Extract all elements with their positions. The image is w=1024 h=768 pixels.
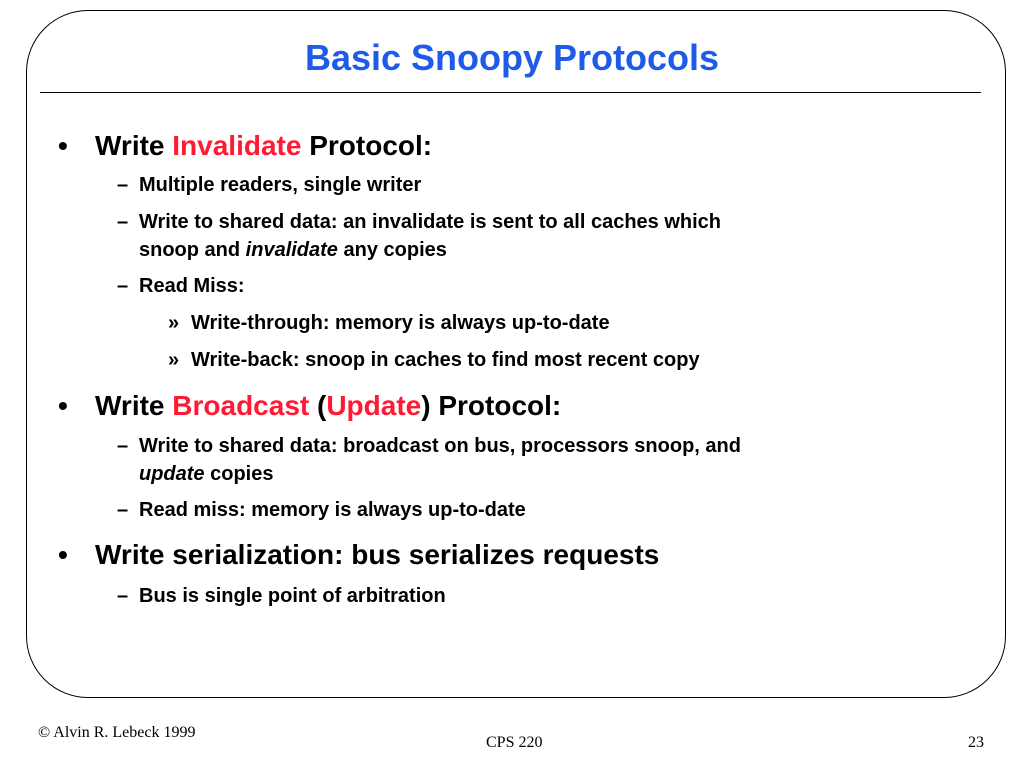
sub-bullet-read-miss-memory: Read miss: memory is always up-to-date [139,499,526,521]
dash-marker: – [117,435,129,457]
text-fragment: Write [95,130,173,161]
text-fragment: any copies [337,239,447,261]
bullet-write-serialization: Write serialization: bus serializes requests [95,539,660,570]
sub-sub-bullet-write-back: Write-back: snoop in caches to find most recent copy [191,349,700,371]
emphasis-invalidate: Invalidate [172,130,302,161]
sub-sub-bullet-write-through: Write-through: memory is always up-to-date [191,312,610,334]
sub-bullet-write-shared-line2 [139,236,447,264]
footer-course: CPS 220 [486,734,543,751]
text-fragment: Write [95,390,173,421]
dash-marker: – [117,211,129,233]
text-fragment: snoop and [139,239,246,261]
dash-marker: – [117,585,129,607]
chevron-marker: » [168,312,180,334]
slide-title: Basic Snoopy Protocols [304,37,720,78]
dash-marker: – [117,174,129,196]
sub-bullet-broadcast-line2 [139,460,273,488]
sub-bullet-arbitration: Bus is single point of arbitration [139,585,446,607]
sub-bullet-read-miss: Read Miss: [139,275,245,297]
bullet-marker: • [58,390,68,421]
sub-bullet-broadcast-line1: Write to shared data: broadcast on bus, processors snoop, and [139,435,741,457]
emphasis-invalidate-italic: invalidate [245,239,338,261]
dash-marker: – [117,275,129,297]
emphasis-update: Update [326,390,422,421]
emphasis-update-italic: update [139,463,205,485]
sub-bullet-multiple-readers: Multiple readers, single writer [139,174,422,196]
title-divider [40,92,981,93]
footer-copyright: © Alvin R. Lebeck 1999 [38,724,196,741]
emphasis-broadcast: Broadcast [172,390,310,421]
bullet-marker: • [58,539,68,570]
footer-page-number: 23 [968,734,984,751]
text-fragment: ( [309,390,327,421]
dash-marker: – [117,499,129,521]
chevron-marker: » [168,349,180,371]
bullet-write-invalidate [95,129,432,163]
text-fragment: Protocol: [301,130,433,161]
text-fragment: ) Protocol: [421,390,562,421]
text-fragment: copies [204,463,274,485]
sub-bullet-write-shared-line1: Write to shared data: an invalidate is sent to all caches which [139,211,722,233]
bullet-write-broadcast [95,389,561,423]
bullet-marker: • [58,130,68,161]
